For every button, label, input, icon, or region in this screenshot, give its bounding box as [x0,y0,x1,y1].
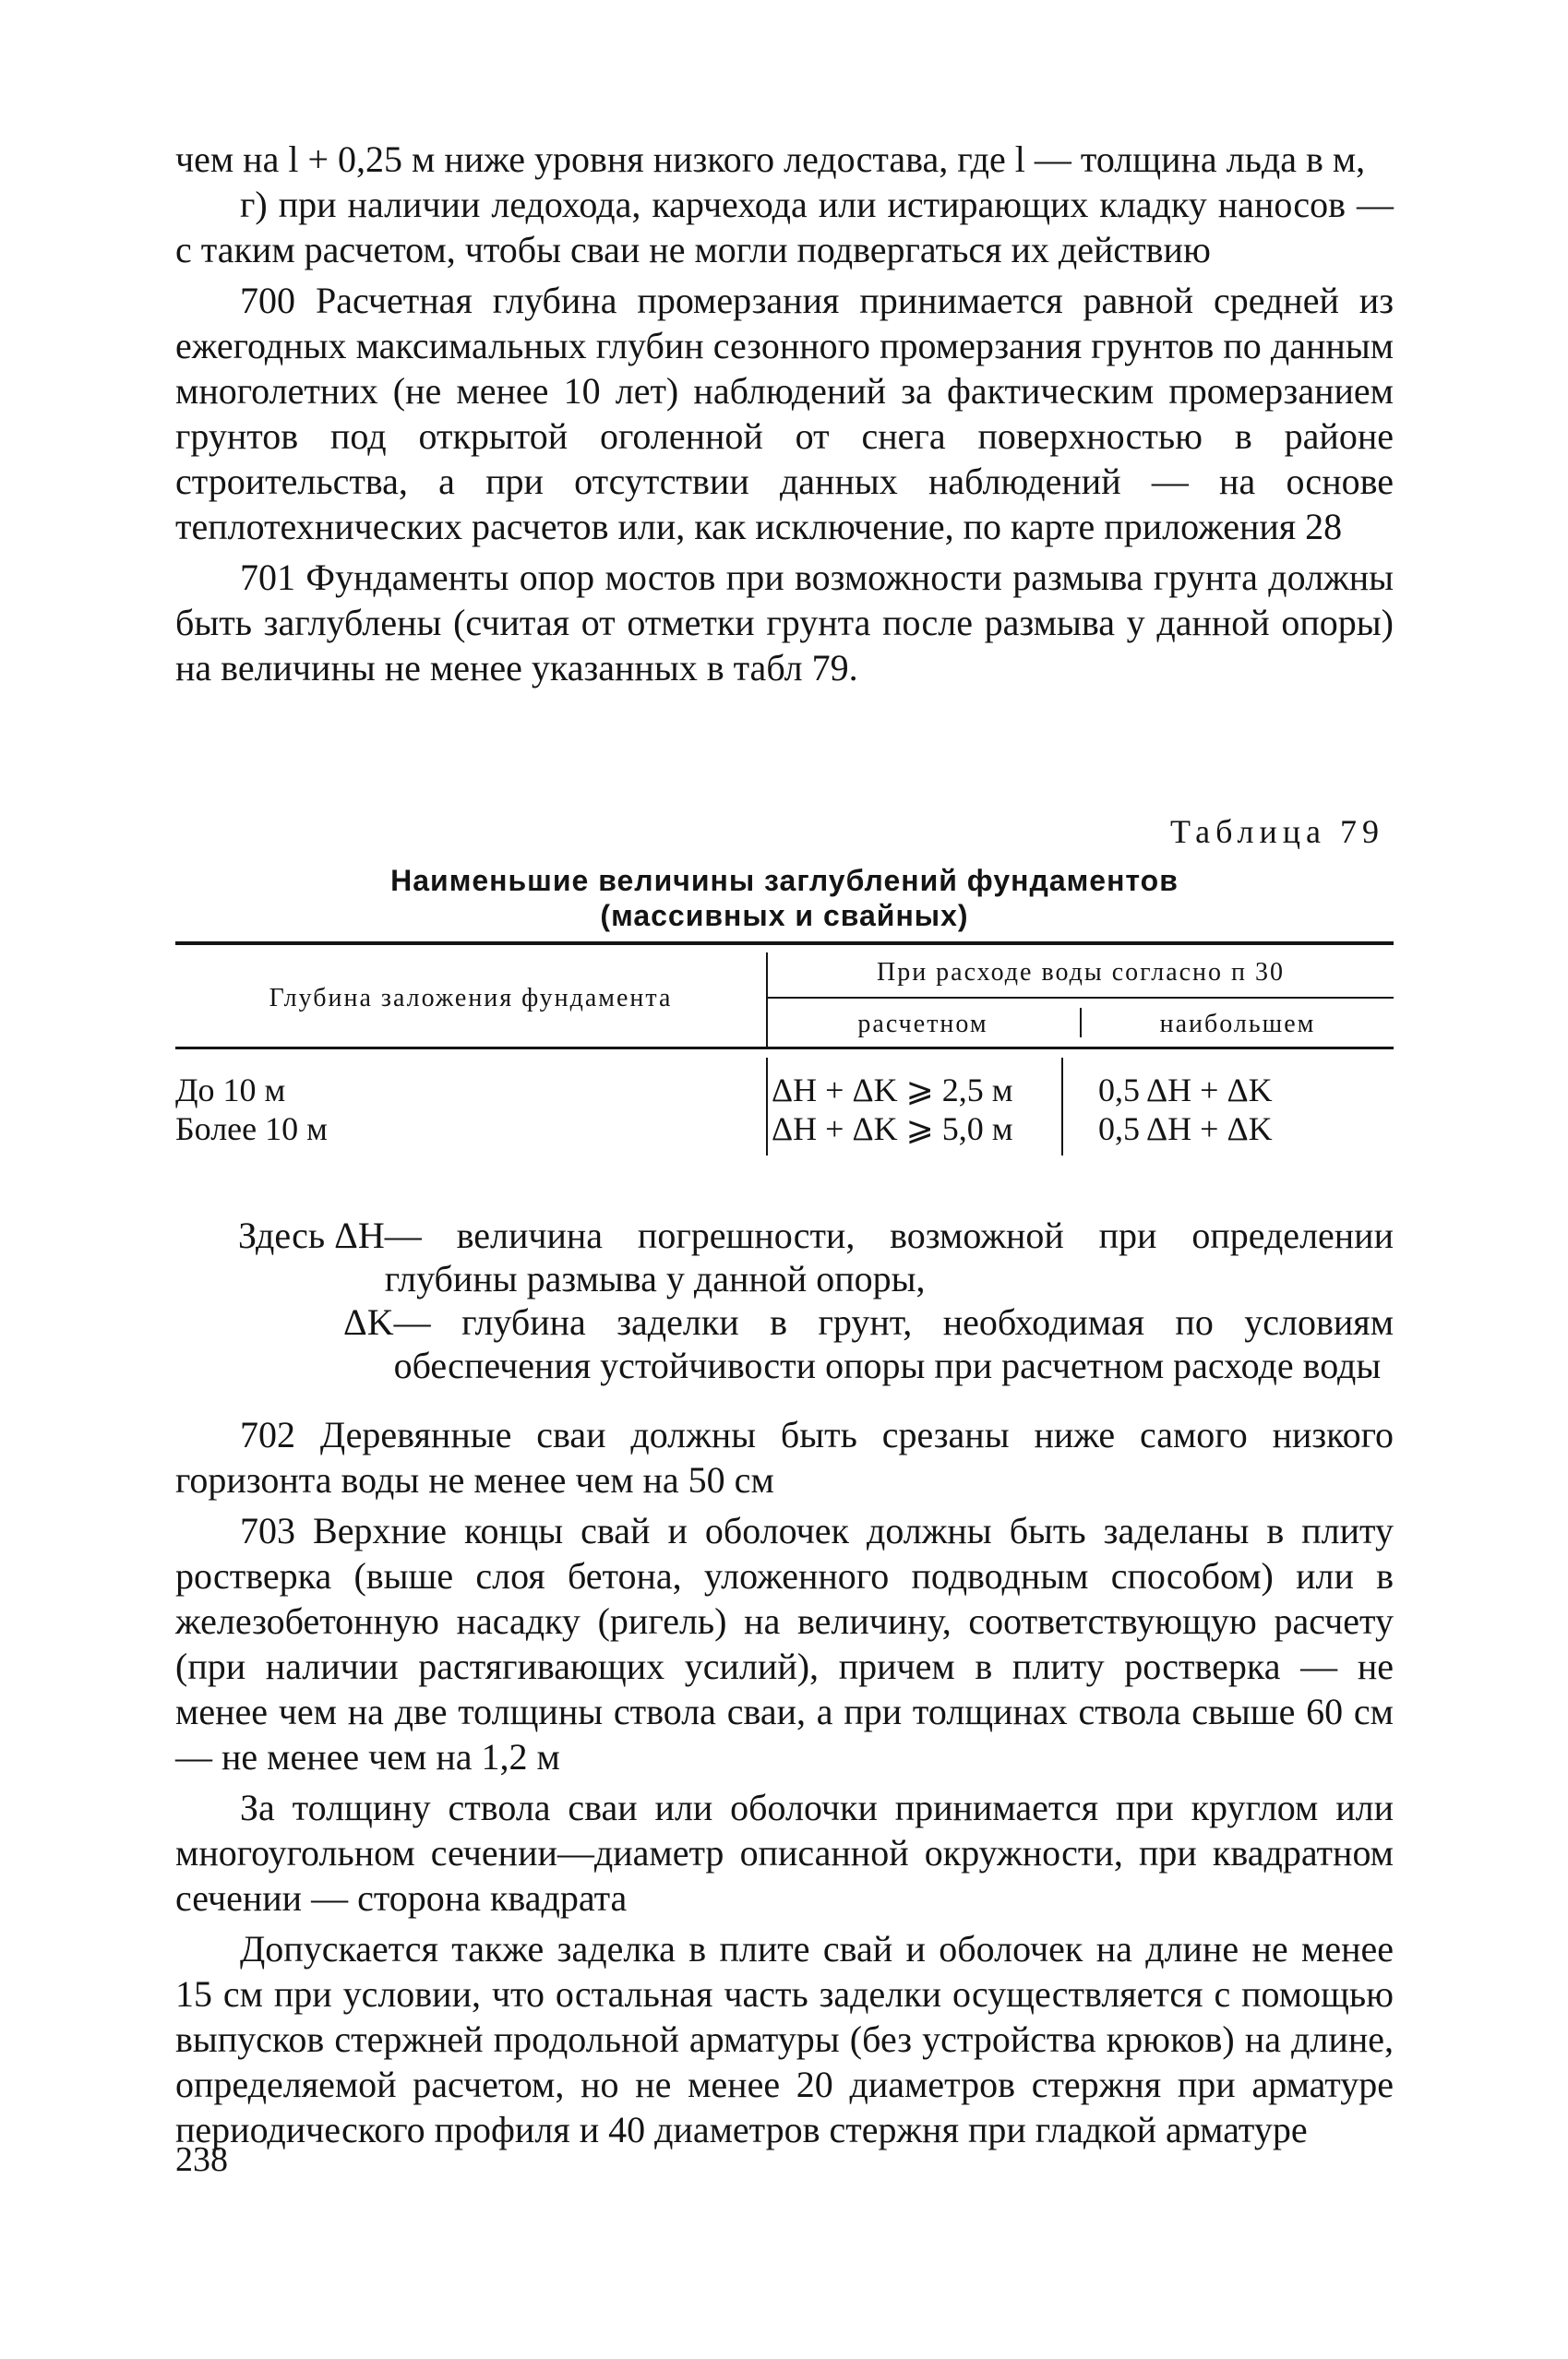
row-2-max: 0,5 ΔH + ΔK [1098,1110,1273,1147]
paragraph-702: 702 Деревянные сваи должны быть срезаны ниже самого низкого горизонта воды не менее чем на 50 см [175,1414,1394,1501]
body-divider-right [1061,1058,1063,1156]
col-group-header: При расходе воды согласно п 30 [876,958,1286,987]
subheader-rule [766,997,1394,999]
bottom-text-block [175,1412,1394,2152]
row-1-max: 0,5 ΔH + ΔK [1098,1072,1273,1108]
note-symbol-delta-k: ΔK [343,1301,394,1343]
paragraph-700: 700 Расчетная глубина промерзания принимается равной средней из ежегодных максимальных глубин сезонного промерзания грунтов по данным многолетних (не менее 10 лет) наблюдений за фактическим промерзанием грунтов под открытой оголенной от снега поверхностью в районе строительства, а при отсутствии данных наблюдений — на основе теплотехнических расчетов или, как исключение, по карте приложения 28 [175,280,1394,547]
paragraph-ice-level: чем на l + 0,25 м ниже уровня низкого ледостава, где l — толщина льда в м, [175,138,1366,180]
paragraph-embedding: Допускается также заделка в плите свай и оболочек на длине не менее 15 см при условии, что остальная часть заделки осуществляется с помощью выпусков стержней продольной арматуры (без устройства крюков) на длине, определяемой расчетом, но не менее 20 диаметров стержня при арматуре периодического профиля и 40 диаметров стержня при гладкой арматуре [175,1928,1394,2150]
paragraph-pile-thickness: За толщину ствола сваи или оболочки принимается при круглом или многоугольном сечении—диаметр описанной окружности, при квадратном сечении — сторона квадрата [175,1787,1394,1919]
table-title-line-1: Наименьшие величины заглублений фундаментов [390,864,1179,897]
body-divider-left [766,1058,768,1156]
table-top-rule [175,941,1394,945]
col-depth-header: Глубина заложения фундамента [269,984,673,1012]
note-symbol-delta-h: ΔH [334,1215,385,1256]
header-bottom-rule [175,1047,1394,1049]
col-calc-header: расчетном [857,1010,988,1038]
note-lead-word: Здесь [238,1215,326,1256]
note-delta-h [175,1214,1394,1300]
note-text-delta-k: — глубина заделки в грунт, необходимая по условиям обеспечения устойчивости опоры при расчетном расходе воды [393,1301,1394,1386]
paragraph-ice-drift: г) при наличии ледохода, карчехода или истирающих кладку наносов — с таким расчетом, чтобы сваи не могли подвергаться их действию [175,184,1394,270]
paragraph-703: 703 Верхние концы свай и оболочек должны быть заделаны в плиту ростверка (выше слоя бетона, уложенного подводным способом) или в железобетонную насадку (ригель) на величину, соответствующую расчету (при наличии растягивающих усилий), причем в плиту ростверка — не менее чем на две толщины ствола сваи, а при толщинах ствола свыше 60 см — не менее чем на 1,2 м [175,1510,1394,1778]
table-title-line-2: (массивных и свайных) [600,899,969,932]
note-text-delta-h: — величина погрешности, возможной при определении глубины размыва у данной опоры, [384,1215,1394,1299]
paragraph-701: 701 Фундаменты опор мостов при возможности размыва грунта должны быть заглублены (считая от отметки грунта после размыва у данной опоры) на величины не менее указанных в табл 79. [175,557,1394,689]
note-delta-k [175,1300,1394,1387]
page-number: 238 [175,2140,228,2179]
table-title [175,863,1394,933]
row-2-calc: ΔH + ΔK ⩾ 5,0 м [772,1110,1013,1147]
row-1-depth: До 10 м [175,1072,286,1108]
table-notes [175,1214,1394,1387]
row-2-depth: Более 10 м [175,1110,328,1147]
top-text-block [175,137,1394,690]
row-1-calc: ΔH + ΔK ⩾ 2,5 м [772,1072,1013,1108]
table-caption: Таблица 79 [1170,813,1384,850]
col-max-header: наибольшем [1159,1010,1316,1038]
